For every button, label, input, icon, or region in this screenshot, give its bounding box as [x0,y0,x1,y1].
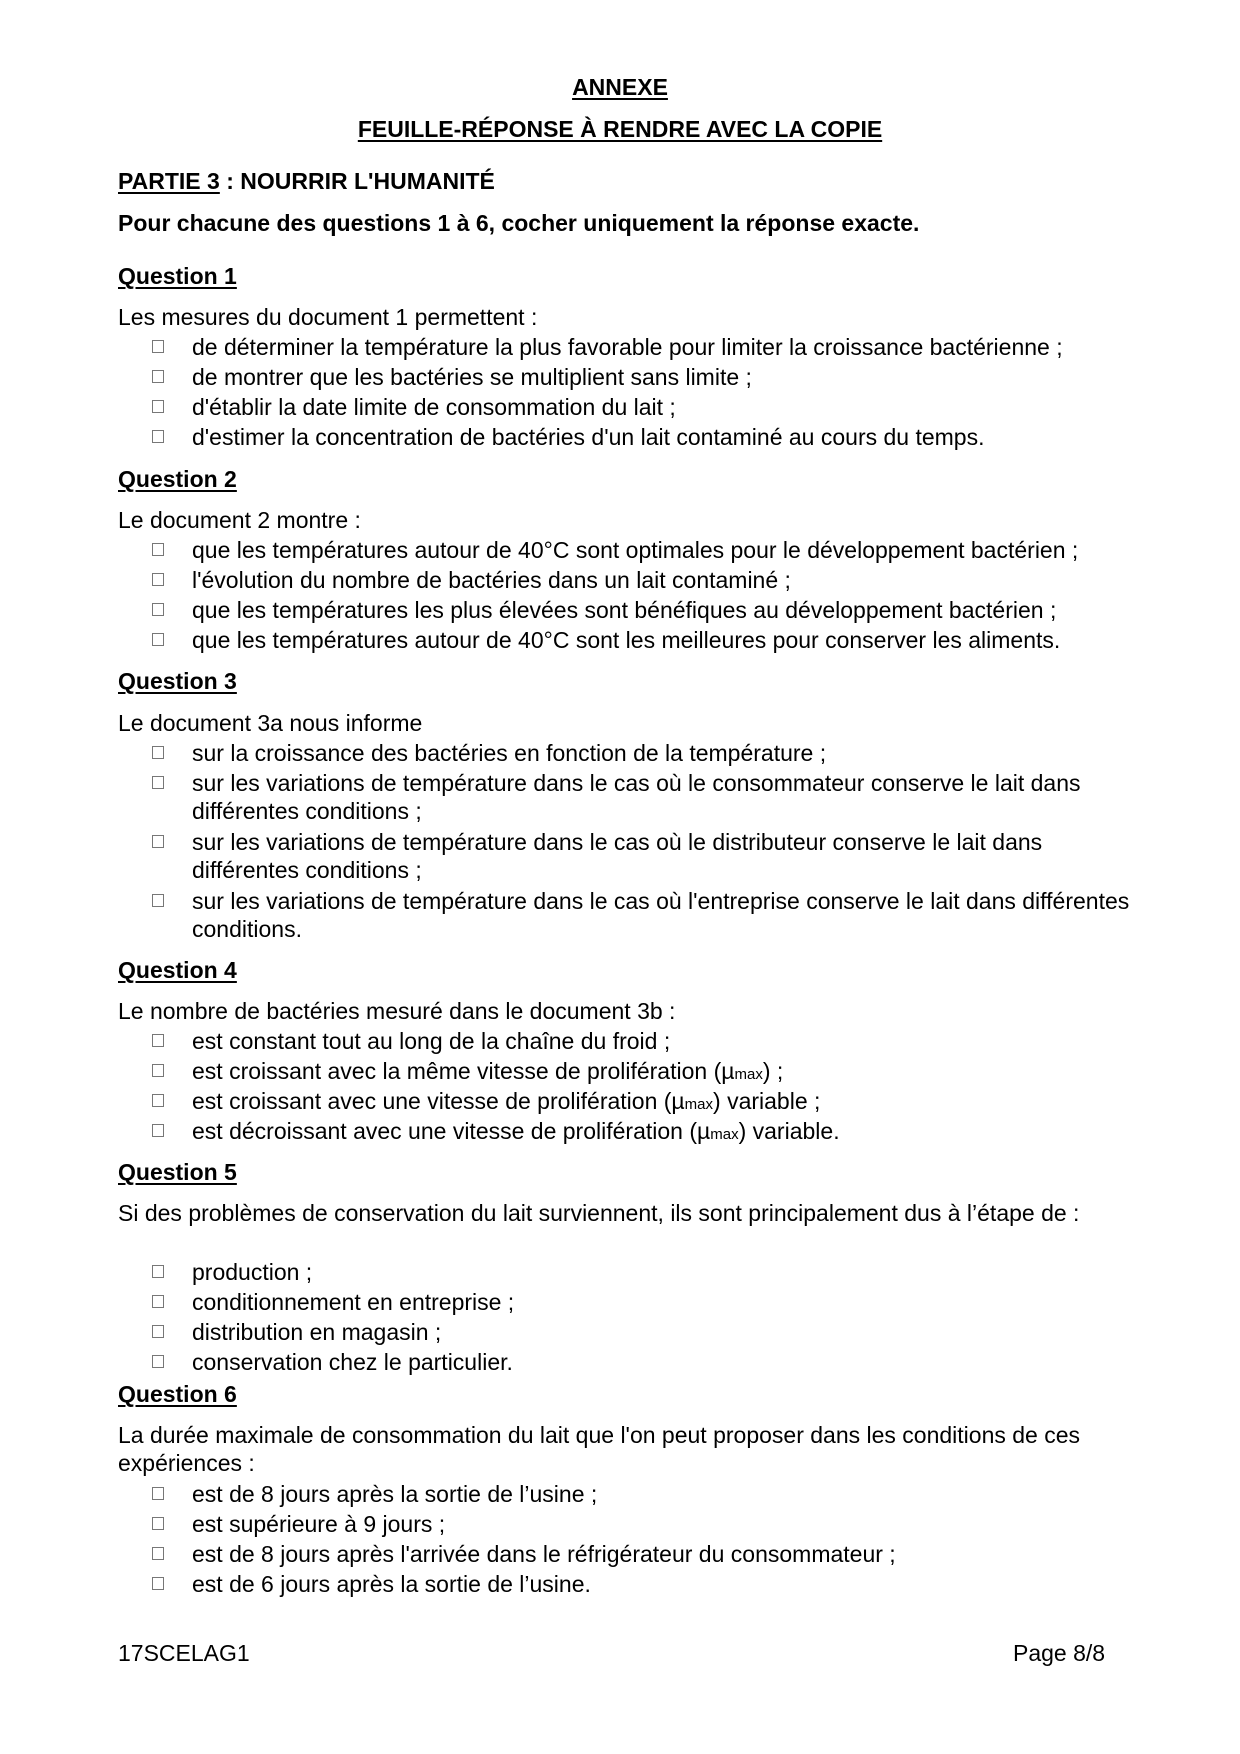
question-6-title: Question 6 [118,1381,237,1407]
checkbox[interactable] [152,1124,164,1137]
question-1-title: Question 1 [118,263,237,289]
checkbox[interactable] [152,835,164,848]
question-1-intro: Les mesures du document 1 permettent : [118,304,538,330]
page-subtitle: FEUILLE-RÉPONSE À RENDRE AVEC LA COPIE [357,116,883,142]
answer-sheet-page: ANNEXE FEUILLE-RÉPONSE À RENDRE AVEC LA COPIE PARTIE 3 : NOURRIR L'HUMANITÉ Pour chacune des questions 1 à 6, cocher uniquement la réponse exacte. Question 1 Les mesures du document 1 permettent : de déterminer la température la plus favorable pour limiter la croissance bactérienne ; de montrer que les bactéries se multiplient sans limite ; d'établir la date limite de consommation du lait ; d'estimer la concentration de bactéries d'un lait contaminé au cours du temps. Question 2 Le document 2 montre : que les températures autour de 40°C sont optimales pour le développement bactérien ; l'évolution du nombre de bactéries dans un lait contaminé ; que les températures les plus élevées sont bénéfiques au développement bactérien ; que les températures autour de 40°C sont les meilleures pour conserver les aliments. Question 3 Le document 3a nous informe sur la croissance des bactéries en fonction de la température ; sur les variations de température dans le cas où le consommateur conserve le lait dans différentes conditions ; sur les variations de température dans le cas où le distributeur conserve le lait dans différentes conditions ; sur les variations de température dans le cas où l'entreprise conserve le lait dans différentes conditions. Question 4 Le nombre de bactéries mesuré dans le document 3b : est constant tout au long de la chaîne du froid ; est croissant avec la même vitesse de prolifération (µmax) ; est croissant avec une vitesse de prolifération (µmax) variable ; est décroissant avec une vitesse de prolifération (µmax) variable. Question 5 Si des problèmes de conservation du lait surviennent, ils sont principalement dus à l’étape de : production ; conditionnement en entreprise ; distribution en magasin ; conservation chez le particulier. Question 6 La durée maximale de consommation du lait que l'on peut proposer dans les conditions de ces expériences : est de 8 jours après la sortie de l’usine ; est supérieure à 9 jours ; est de 8 jours après l'arrivée dans le réfrigérateur du consommateur ; est de 6 jours après la sortie de l’usine. 17SCELAG1 Page 8/8 [0,0,1240,1754]
footer-page-number: Page 8/8 [1013,1640,1106,1666]
checkbox[interactable] [152,633,164,646]
checkbox[interactable] [152,1487,164,1500]
question-2-intro: Le document 2 montre : [118,507,361,533]
question-5-intro: Si des problèmes de conservation du lait surviennent, ils sont principalement dus à l’étape de : [118,1200,1080,1226]
checkbox[interactable] [152,603,164,616]
annexe-title: ANNEXE [572,74,668,100]
checkbox[interactable] [152,1064,164,1077]
question-4-intro: Le nombre de bactéries mesuré dans le document 3b : [118,998,676,1024]
checkbox[interactable] [152,776,164,789]
checkbox[interactable] [152,340,164,353]
checkbox[interactable] [152,1577,164,1590]
question-3-intro: Le document 3a nous informe [118,710,423,736]
question-3-title: Question 3 [118,668,237,694]
checkbox[interactable] [152,543,164,556]
checkbox[interactable] [152,400,164,413]
checkbox[interactable] [152,1295,164,1308]
checkbox[interactable] [152,1265,164,1278]
checkbox[interactable] [152,1547,164,1560]
question-5-title: Question 5 [118,1159,237,1185]
partie-title: : NOURRIR L'HUMANITÉ [219,168,495,194]
checkbox[interactable] [152,1325,164,1338]
checkbox[interactable] [152,894,164,907]
checkbox[interactable] [152,370,164,383]
checkbox[interactable] [152,1355,164,1368]
partie-heading [118,168,495,195]
question-2-title: Question 2 [118,466,237,492]
question-6-intro: La durée maximale de consommation du lait que l'on peut proposer dans les conditions de ces expériences : [118,1422,1081,1476]
checkbox[interactable] [152,430,164,443]
checkbox[interactable] [152,746,164,759]
question-4-title: Question 4 [118,957,237,983]
checkbox[interactable] [152,1034,164,1047]
partie-label: PARTIE 3 [118,168,220,194]
checkbox[interactable] [152,1517,164,1530]
checkbox[interactable] [152,1094,164,1107]
instruction-text: Pour chacune des questions 1 à 6, cocher uniquement la réponse exacte. [118,210,920,236]
checkbox[interactable] [152,573,164,586]
footer-code: 17SCELAG1 [118,1640,250,1666]
